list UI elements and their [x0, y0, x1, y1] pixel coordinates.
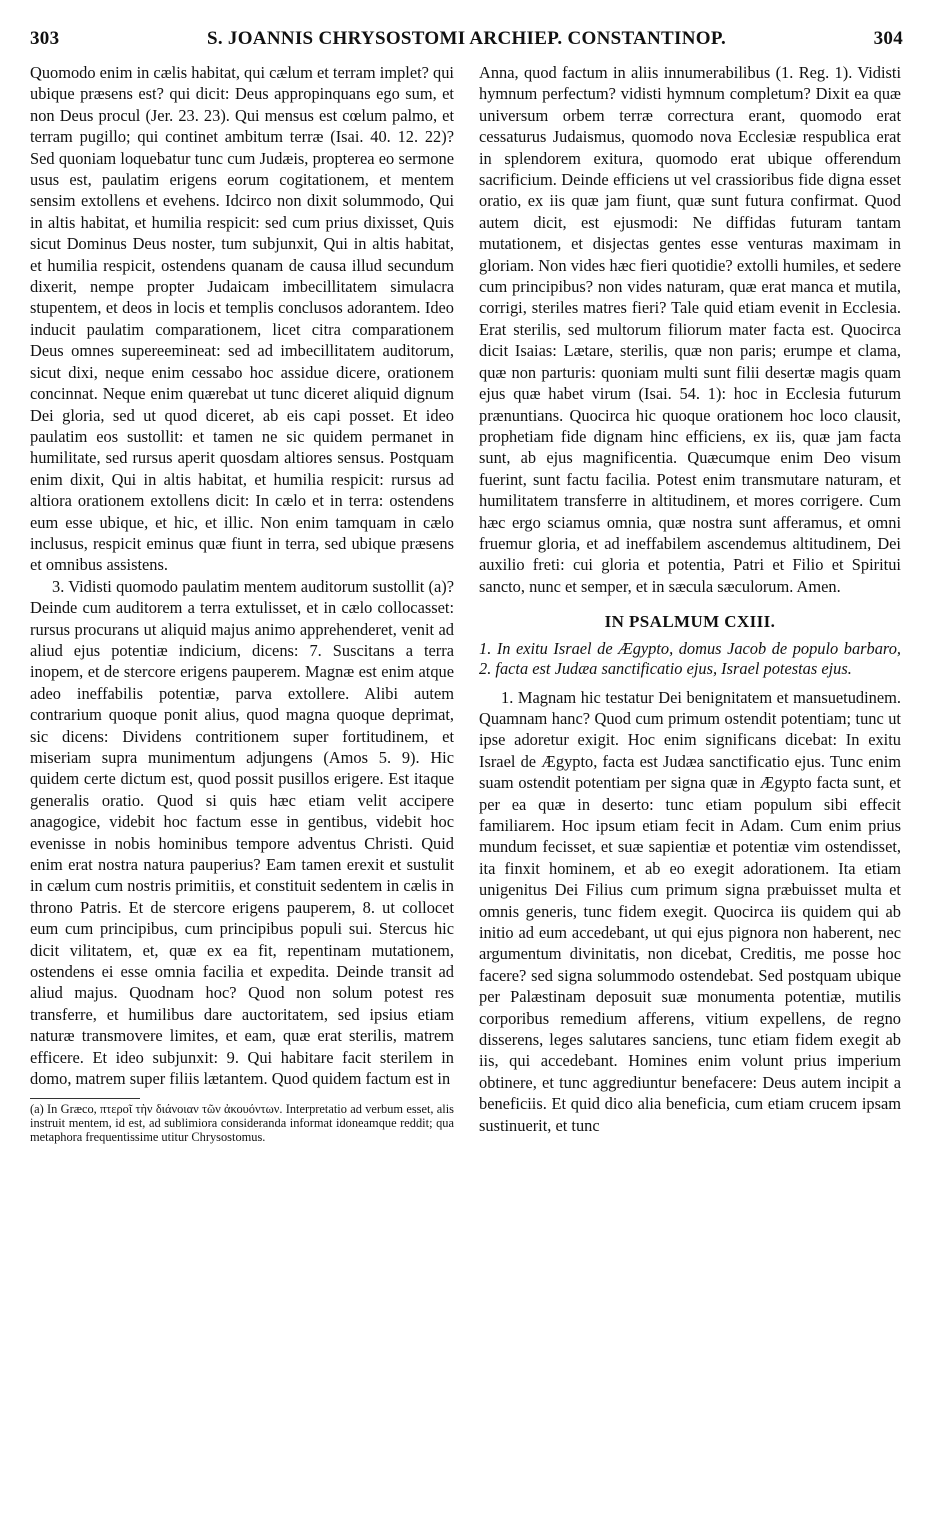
verse-heading: 1. In exitu Israel de Ægypto, domus Jacob de populo barbaro, 2. facta est Judæa sanctificatio ejus, Israel potestas ejus.	[479, 638, 901, 678]
page-number-left: 303	[30, 28, 60, 49]
right-column	[479, 62, 901, 1136]
section-title: IN PSALMUM CXIII.	[604, 612, 776, 632]
right-paragraph-2: 1. Magnam hic testatur Dei benignitatem et mansuetudinem. Quamnam hanc? Quod cum primum ostendit potentiam; tunc ut ipse adoretur exigit. Hoc enim significans dicebat: In exitu Israel de Ægypto, facta est Judæa sanctificatio ejus. Tunc enim suam ostendit potentiam per signa quæ in Ægypto facta sunt, et per ea quæ in deserto: tunc etiam populum sibi effecit familiarem. Hoc ipsum etiam fecit in Adam. Cum enim prius mundum fecisset, et suæ sapientiæ et potentiæ vim ostendisset, ita finxit hominem, et ab eo exegit adorationem. Ita etiam unigenitus Dei Filius cum primum signa præbuisset multa et omnis generis, tunc fidem exegit. Quocirca iis quidem qui ab initio ad eum accedebant, ut qui ejus pignora non haberent, nec argumentum divinitatis, non dicebat, Creditis, me posse hoc facere? sed signa solummodo ostendebat. Sed postquam ubique per Palæstinam deposuit suæ monumenta potentiæ, mutilis corporibus remedium afferens, vitium expellens, de regno disserens, leges salutares sanciens, tunc etiam fidem exegit ab iis, qui accedebant. Homines enim volunt prius imperium obtinere, et tunc aggrediuntur benefacere: Deus autem incipit a beneficiis. Et quid dico alia beneficia, cum etiam crucem ipsam sustinuerit, et tunc	[479, 687, 901, 1135]
right-paragraph-1: Anna, quod factum in aliis innumerabilibus (1. Reg. 1). Vidisti hymnum perfectum? vidisti hymnum completum? Dixit ea quæ universum orbem terræ correctura erant, quomodo erat cessaturus Judaismus, quomodo nova Ecclesiæ respublica erat in splendorem exitura, quomodo erat ubique offerendum sacrificium. Deinde efficiens ut vel crassioribus fide digna esset oratio, ex iis quæ jam fiunt, quæ sunt futura confirmat. Quod autem dicit, est ejusmodi: Ne diffidas futuram tantam mutationem, et disjectas gentes esse venturas maximam in gloriam. Non vides hæc fieri quotidie? extolli humiles, et sedere cum principibus? non vides naturam, quæ erat manca et mutila, corrigi, steriles matres fieri? Tale quid etiam evenit in Ecclesia. Erat sterilis, sed multorum filiorum mater facta est. Quocirca dicit Isaias: Lætare, sterilis, quæ non paris; erumpe et clama, quæ non parturis: quoniam multi sunt filii desertæ magis quam ejus quæ habet virum (Isai. 54. 1): hoc in Ecclesia futurum prænuntians. Quocirca hic quoque orationem hoc loco clausit, prophetiam fide dignam hinc efficiens, ex iis, quæ jam facta sunt, ab ejus magnificentia. Quæcumque enim Deo visum fuerint, sunt factu facilia. Potest enim transmutare naturam, et humilitatem transferre in altitudinem, et mores corrigere. Cum hæc ergo sciamus omnia, quæ nostra sunt afferamus, et omni fruemur gloria, et ad ineffabilem ascendemus altitudinem, Dei auxilio freti: cui gloria et potentia, Patri et Filio et Spiritui sancto, nunc et semper, et in sæcula sæculorum. Amen.	[479, 63, 901, 596]
running-header	[30, 22, 903, 56]
running-title: S. JOANNIS CHRYSOSTOMI ARCHIEP. CONSTANTINOP.	[206, 28, 727, 49]
footnote-divider	[30, 1098, 140, 1099]
footnote: (a) In Græco, πτεροῖ τὴν διάνοιαν τῶν ἀκουόντων. Interpretatio ad verbum esset, alis instruit mentem, id est, ad sublimiora consideranda informat idoneamque reddit; qua metaphora frequentissime utitur Chrysostomus.	[30, 1101, 454, 1144]
left-column	[30, 62, 454, 1144]
left-paragraph-1: Quomodo enim in cælis habitat, qui cælum et terram implet? qui ubique præsens est? qui dicit: Deus appropinquans ego sum, et non Deus procul (Jer. 23. 23). Qui mensus est cœlum palmo, et terram pugillo; qui continet ambitum terræ (Isai. 40. 12. 22)? Sed quoniam loquebatur tunc cum Judæis, propterea eo sermone usus est, paulatim erigens eorum cogitationem, et mentem sensim extollens et evehens. Idcirco non dixit solummodo, Qui in altis habitat, et humilia respicit: sed cum prius dixisset, Quis sicut Dominus Deus noster, tum subjunxit, Qui in altis habitat, et humilia respicit, ostendens quanam de causa illud secundum dixerit, nempe propter Judaicam imbecillitatem simulacra stupentem, et deos in locis et templis conclusos adorantem. Ideo inducit paulatim comparationem, licet citra comparationem Deus omnes supereemineat: sed ad imbecillitatem auditorum, sicut dixi, neque enim cessabo hoc assidue dicere, orationem concinnat. Neque enim quærebat ut tunc diceret aliquid dignum Dei gloria, sed ut quod diceret, ab eis capi posset. Et ideo paulatim eos sustollit: et tamen ne sic quidem permanet in humilitate, sed rursus aperit quosdam altiores sensus. Postquam enim dixit, Qui in altis habitat, et humilia respicit: rursus ad altiora orationem extollens dicit: In cælo et in terra: ostendens eum esse ubique, et hic, et illic. Non enim tamquam in cælo inclusus, respicit eminus quæ fiunt in terra, sed ubique præsens et omnibus assistens.	[30, 63, 454, 575]
left-paragraph-2: 3. Vidisti quomodo paulatim mentem auditorum sustollit (a)? Deinde cum auditorem a terra extulisset, et in cælo collocasset: rursus procurans ut aliquid majus animo apprehenderet, venit ad aliud ejus potentiæ indicium, dicens: 7. Suscitans a terra inopem, et de stercore erigens pauperem. Magnæ est enim atque adeo ineffabilis potentiæ, parva extollere. Alibi autem contrarium quoque ponit alius, quod magna quoque deprimat, sic dicens: Dividens contritionem super fortitudinem, et miseriam supra munimentum adjungens (Amos 5. 9). Hic quidem certe dictum est, quod possit pusillos erigere. Est itaque generalis oratio. Quod si quis hæc etiam velit accipere anagogice, videbit hoc factum esse in gentibus, videbit hoc evenisse in nobis hominibus tempore adventus Christi. Quid enim erat nostra natura pauperius? Eam tamen erexit et sustulit in cælum cum nostris primitiis, et constituit sedentem in cælis in throno Patris. Et de stercore erigens pauperem, 8. ut collocet eum cum principibus, cum principibus populi sui. Stercus hic dicit vilitatem, et, quæ ex ea fit, repentinam mutationem, ostendens ei esse omnia facilia et expedita. Deinde transit ad aliud majus. Quodnam hoc? Quod non solum potest res transferre, et humilibus dare auctoritatem, sed ipsius etiam naturæ transmovere limites, et eam, quæ erat sterilis, matrem efficere. Et ideo subjunxit: 9. Qui habitare facit sterilem in domo, matrem super filiis lætantem. Quod quidem factum est in	[30, 576, 454, 1089]
page-number-right: 304	[873, 28, 903, 49]
